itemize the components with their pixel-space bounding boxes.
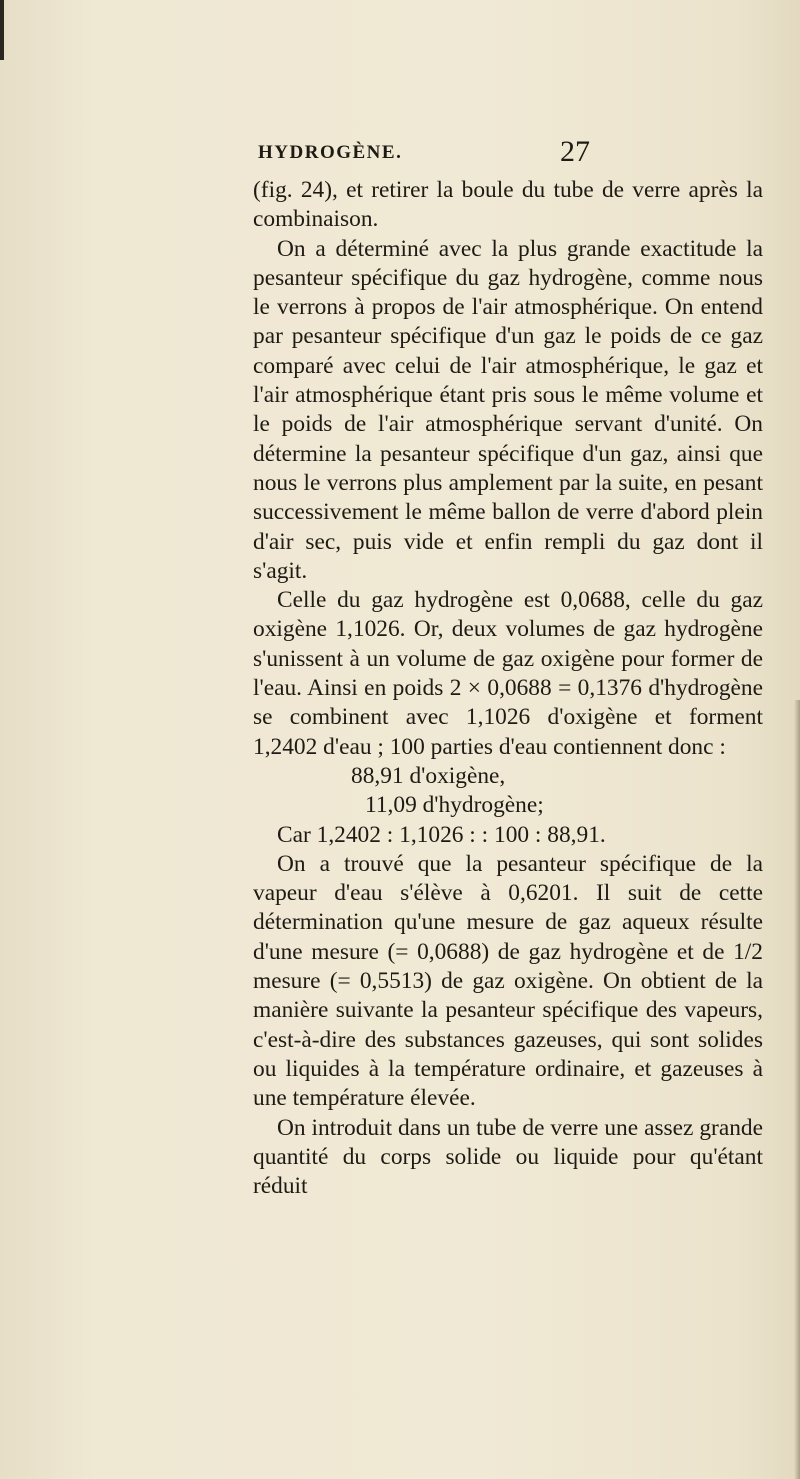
proportion-line: Car 1,2402 : 1,1026 : : 100 : 88,91. (277, 821, 606, 848)
page-shadow-right (794, 700, 800, 1479)
body-text (253, 176, 763, 1201)
page-number: 27 (560, 135, 590, 168)
paragraph-fig-reference: (fig. 24), et retirer la boule du tube de verre après la combinaison. (253, 177, 763, 233)
paragraph-water-vapour: On a trouvé que la pesanteur spécifique de la vapeur d'eau s'élève à 0,6201. Il suit de cette détermination qu'une mesure de gaz aqueux résulte d'une mesure (= 0,0688) de gaz hydrogène et de 1/2 mesure (= 0,5513) de gaz oxigène. On obtient de la manière suivante la pesanteur spécifique des vapeurs, c'est-à-dire des substances gazeuses, qui sont solides ou liquides à la température ordinaire, et gazeuses à une température élevée. (253, 850, 763, 1112)
composition-hydrogen-line: 11,09 d'hydrogène; (365, 792, 544, 819)
running-head: HYDROGÈNE. (258, 142, 403, 163)
paragraph-method: On introduit dans un tube de verre une assez grande quantité du corps solide ou liquide pour qu'étant réduit (253, 1114, 763, 1200)
composition-oxygen-line: 88,91 d'oxigène, (351, 762, 506, 789)
paragraph-specific-gravity: On a déterminé avec la plus grande exactitude la pesanteur spécifique du gaz hydrogène, comme nous le verrons à propos de l'air atmosphérique. On entend par pesanteur spécifique d'un gaz le poids de ce gaz comparé avec celui de l'air atmosphérique, le gaz et l'air atmosphérique étant pris sous le même volume et le poids de l'air atmosphérique servant d'unité. On détermine la pesanteur spécifique d'un gaz, ainsi que nous le verrons plus amplement par la suite, en pesant successivement le même ballon de verre d'abord plein d'air sec, puis vide et enfin rempli du gaz dont il s'agit. (253, 235, 763, 584)
page-shadow-left (0, 0, 4, 60)
paragraph-water-composition: Celle du gaz hydrogène est 0,0688, celle du gaz oxigène 1,1026. Or, deux volumes de gaz hydrogène s'unissent à un volume de gaz oxigène pour former de l'eau. Ainsi en poids 2 × 0,0688 = 0,1376 d'hydrogène se combinent avec 1,1026 d'oxigène et forment 1,2402 d'eau ; 100 parties d'eau contiennent donc : (253, 587, 763, 760)
